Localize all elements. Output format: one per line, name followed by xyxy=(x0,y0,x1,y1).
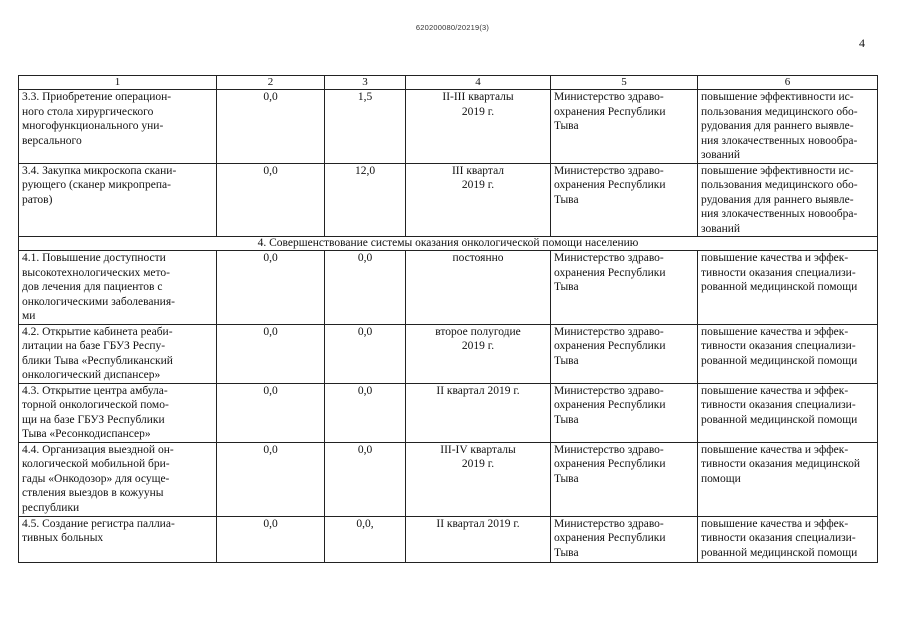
funding-value: 0,0 xyxy=(217,251,325,325)
section-header-row xyxy=(19,237,878,251)
column-number: 1 xyxy=(19,76,217,90)
column-number: 2 xyxy=(217,76,325,90)
measure-name: 4.3. Открытие центра амбула- торной онкологической помо- щи на базе ГБУЗ Республики Тыва «Ресонкодиспансер» xyxy=(19,383,217,442)
deadline: постоянно xyxy=(406,251,551,325)
expected-result: повышение качества и эффек- тивности оказания специализи- рованной медицинской помощи xyxy=(698,516,878,562)
responsible: Министерство здраво- охранения Республики Тыва xyxy=(551,251,698,325)
funding-value: 0,0 xyxy=(217,163,325,237)
column-number: 5 xyxy=(551,76,698,90)
column-number: 4 xyxy=(406,76,551,90)
expected-result: повышение качества и эффек- тивности оказания специализи- рованной медицинской помощи xyxy=(698,251,878,325)
table-row xyxy=(19,442,878,516)
funding-value: 0,0 xyxy=(217,442,325,516)
funding-value: 0,0 xyxy=(217,516,325,562)
table-row xyxy=(19,163,878,237)
funding-value: 0,0 xyxy=(325,251,406,325)
deadline: II-III кварталы 2019 г. xyxy=(406,90,551,164)
funding-value: 0,0 xyxy=(325,324,406,383)
responsible: Министерство здраво- охранения Республики Тыва xyxy=(551,324,698,383)
column-number: 3 xyxy=(325,76,406,90)
measure-name: 4.2. Открытие кабинета реаби- литации на базе ГБУЗ Респу- блики Тыва «Республиканский онкологический диспансер» xyxy=(19,324,217,383)
table-row xyxy=(19,251,878,325)
table-row xyxy=(19,324,878,383)
section-title: 4. Совершенствование системы оказания онкологической помощи населению xyxy=(19,237,878,251)
expected-result: повышение качества и эффек- тивности оказания специализи- рованной медицинской помощи xyxy=(698,324,878,383)
funding-value: 0,0 xyxy=(217,324,325,383)
column-number-row xyxy=(19,76,878,90)
deadline: второе полугодие 2019 г. xyxy=(406,324,551,383)
expected-result: повышение эффективности ис- пользования медицинского обо- рудования для раннего выявле- ния злокачественных новообра- зований xyxy=(698,163,878,237)
measure-name: 4.4. Организация выездной он- кологической мобильной бри- гады «Онкодозор» для осуще- ствления выездов в кожууны республики xyxy=(19,442,217,516)
funding-value: 0,0 xyxy=(325,383,406,442)
responsible: Министерство здраво- охранения Республики Тыва xyxy=(551,90,698,164)
funding-value: 0,0 xyxy=(217,383,325,442)
deadline: III-IV кварталы 2019 г. xyxy=(406,442,551,516)
funding-value: 12,0 xyxy=(325,163,406,237)
table-row xyxy=(19,90,878,164)
responsible: Министерство здраво- охранения Республики Тыва xyxy=(551,383,698,442)
expected-result: повышение качества и эффек- тивности оказания медицинской помощи xyxy=(698,442,878,516)
deadline: II квартал 2019 г. xyxy=(406,516,551,562)
measure-name: 3.4. Закупка микроскопа скани- рующего (сканер микропрепа- ратов) xyxy=(19,163,217,237)
funding-value: 0,0 xyxy=(217,90,325,164)
measure-name: 3.3. Приобретение операцион- ного стола хирургического многофункционального уни- версального xyxy=(19,90,217,164)
deadline: III квартал 2019 г. xyxy=(406,163,551,237)
document-id: 620200080/20219(3) xyxy=(415,23,490,32)
responsible: Министерство здраво- охранения Республики Тыва xyxy=(551,442,698,516)
page-number: 4 xyxy=(859,36,865,50)
column-number: 6 xyxy=(698,76,878,90)
expected-result: повышение качества и эффек- тивности оказания специализи- рованной медицинской помощи xyxy=(698,383,878,442)
responsible: Министерство здраво- охранения Республики Тыва xyxy=(551,163,698,237)
table-row xyxy=(19,383,878,442)
measure-name: 4.5. Создание регистра паллиа- тивных больных xyxy=(19,516,217,562)
measure-name: 4.1. Повышение доступности высокотехнологических мето- дов лечения для пациентов с онкологическими заболевания- ми xyxy=(19,251,217,325)
responsible: Министерство здраво- охранения Республики Тыва xyxy=(551,516,698,562)
funding-value: 0,0, xyxy=(325,516,406,562)
table-row xyxy=(19,516,878,562)
funding-value: 0,0 xyxy=(325,442,406,516)
plan-table xyxy=(18,75,878,563)
expected-result: повышение эффективности ис- пользования медицинского обо- рудования для раннего выявле- ния злокачественных новообра- зований xyxy=(698,90,878,164)
funding-value: 1,5 xyxy=(325,90,406,164)
deadline: II квартал 2019 г. xyxy=(406,383,551,442)
